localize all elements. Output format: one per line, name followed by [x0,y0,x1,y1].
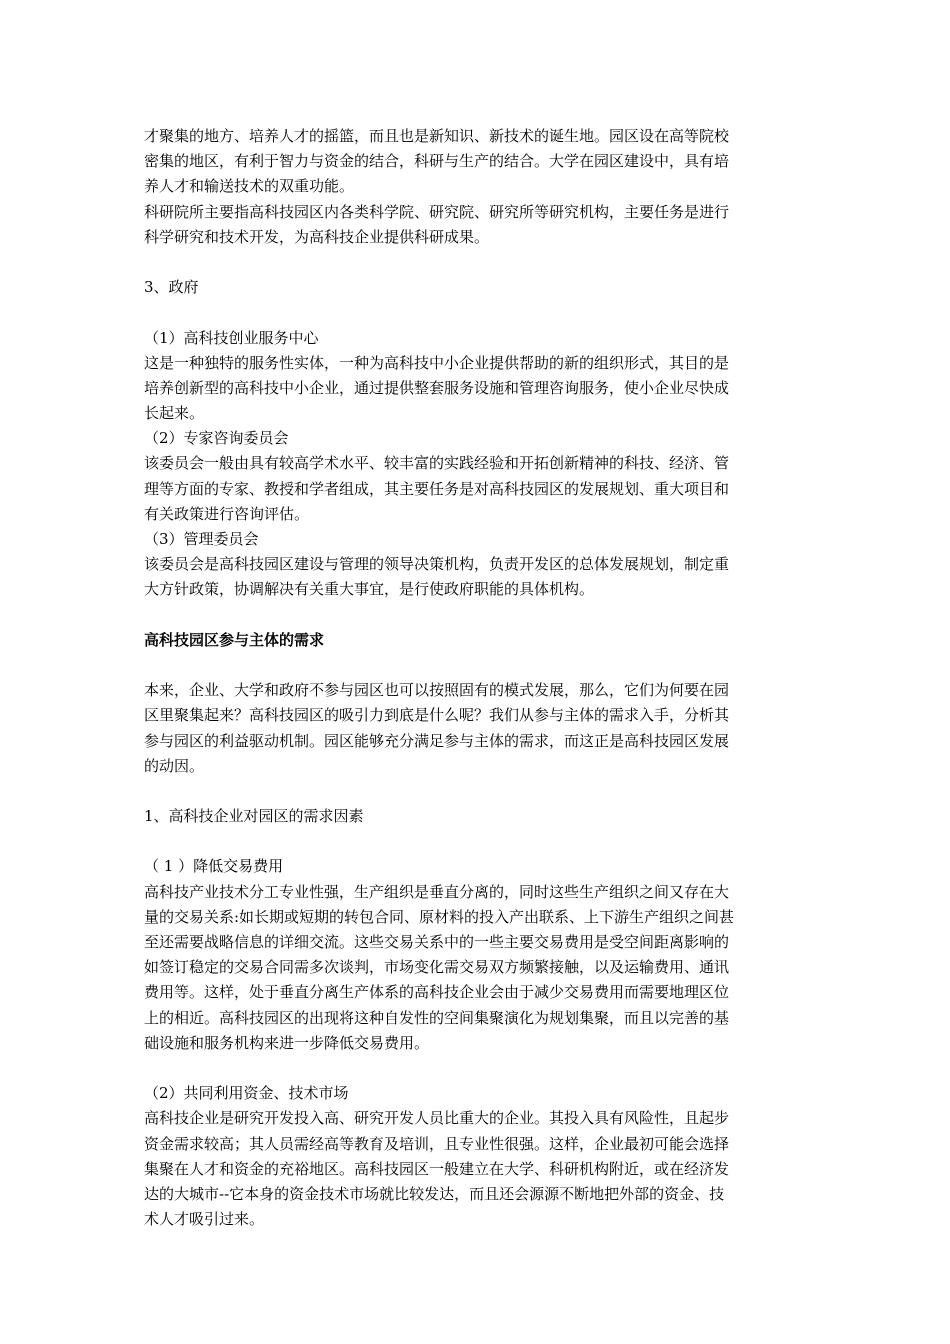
text-line: 量的交易关系:如长期或短期的转包合同、原材料的投入产出联系、上下游生产组织之间甚 [144,907,735,926]
text-line: 才聚集的地方、培养人才的摇篮，而且也是新知识、新技术的诞生地。园区设在高等院校 [144,127,730,145]
text-line: 本来，企业、大学和政府不参与园区也可以按照固有的模式发展，那么，它们为何要在园 [144,681,730,700]
text-line: 该委员会一般由具有较高学术水平、较丰富的实践经验和开拓创新精神的科技、经济、管 [144,454,730,473]
text-line: 有关政策进行咨询评估。 [144,504,310,523]
text-line: 参与园区的利益驱动机制。园区能够充分满足参与主体的需求，而这正是高科技园区发展 [144,731,730,750]
factor-shared-capital-tech-market [144,1081,816,1232]
text-line: 础设施和服务机构来进一步降低交易费用。 [144,1033,430,1052]
text-line: 该委员会是高科技园区建设与管理的领导决策机构，负责开发区的总体发展规划，制定重 [144,555,730,574]
needs-intro-paragraph [144,678,816,779]
text-line: 大方针政策，协调解决有关重大事宜，是行使政府职能的具体机构。 [144,580,595,599]
text-line: 培养创新型的高科技中小企业，通过提供整套服务设施和管理咨询服务，使小企业尽快成 [144,378,730,397]
text-line: 的动因。 [144,756,205,775]
item-title: （2）专家咨询委员会 [144,429,289,448]
item-title: （1）高科技创业服务中心 [144,328,319,347]
text-line: 长起来。 [144,404,205,423]
text-line: 密集的地区，有利于智力与资金的结合，科研与生产的结合。大学在园区建设中，具有培 [144,152,730,171]
text-line: 养人才和输送技术的双重功能。 [144,177,355,196]
text-line: 术人才吸引过来。 [144,1210,265,1229]
intro-paragraph [144,124,816,250]
factor-reduce-transaction-cost [144,854,816,1056]
item-title: （3）管理委员会 [144,530,259,548]
text-line: 资金需求较高；其人员需经高等教育及培训，且专业性很强。这样，企业最初可能会选择 [144,1134,730,1153]
subsection-title-enterprise: 1、高科技企业对园区的需求因素 [144,807,364,826]
gov-item-service-center [144,326,816,427]
document-page [144,124,816,1232]
text-line: 至还需要战略信息的详细交流。这些交易关系中的一些主要交易费用是受空间距离影响的 [144,933,730,951]
section-title-government: 3、政府 [144,278,199,297]
text-line: 高科技产业技术分工专业性强，生产组织是垂直分离的，同时这些生产组织之间又存在大 [144,882,730,901]
text-line: 达的大城市--它本身的资金技术市场就比较发达，而且还会源源不断地把外部的资金、技 [144,1184,725,1203]
text-line: 科学研究和技术开发，为高科技企业提供科研成果。 [144,227,490,246]
item-title: （ 1 ）降低交易费用 [144,857,284,876]
text-line: 理等方面的专家、教授和学者组成，其主要任务是对高科技园区的发展规划、重大项目和 [144,479,730,498]
gov-item-expert-committee [144,426,816,527]
text-line: 费用等。这样，处于垂直分离生产体系的高科技企业会由于减少交易费用而需要地理区位 [144,983,730,1002]
text-line: 集聚在人才和资金的充裕地区。高科技园区一般建立在大学、科研机构附近，或在经济发 [144,1159,730,1178]
text-line: 如签订稳定的交易合同需多次谈判，市场变化需交易双方频繁接触，以及运输费用、通讯 [144,958,730,977]
section-heading-needs: 高科技园区参与主体的需求 [144,630,325,649]
text-line: 区里聚集起来？高科技园区的吸引力到底是什么呢？我们从参与主体的需求入手，分析其 [144,706,730,725]
text-line: 科研院所主要指高科技园区内各类科学院、研究院、研究所等研究机构，主要任务是进行 [144,202,730,221]
text-line: 上的相近。高科技园区的出现将这种自发性的空间集聚演化为规划集聚，而且以完善的基 [144,1008,730,1027]
gov-item-management-committee [144,527,816,603]
text-line: 高科技企业是研究开发投入高、研究开发人员比重大的企业。其投入具有风险性，且起步 [144,1109,730,1128]
text-line: 这是一种独特的服务性实体，一种为高科技中小企业提供帮助的新的组织形式，其目的是 [144,353,730,372]
item-title: （2）共同利用资金、技术市场 [144,1084,349,1103]
